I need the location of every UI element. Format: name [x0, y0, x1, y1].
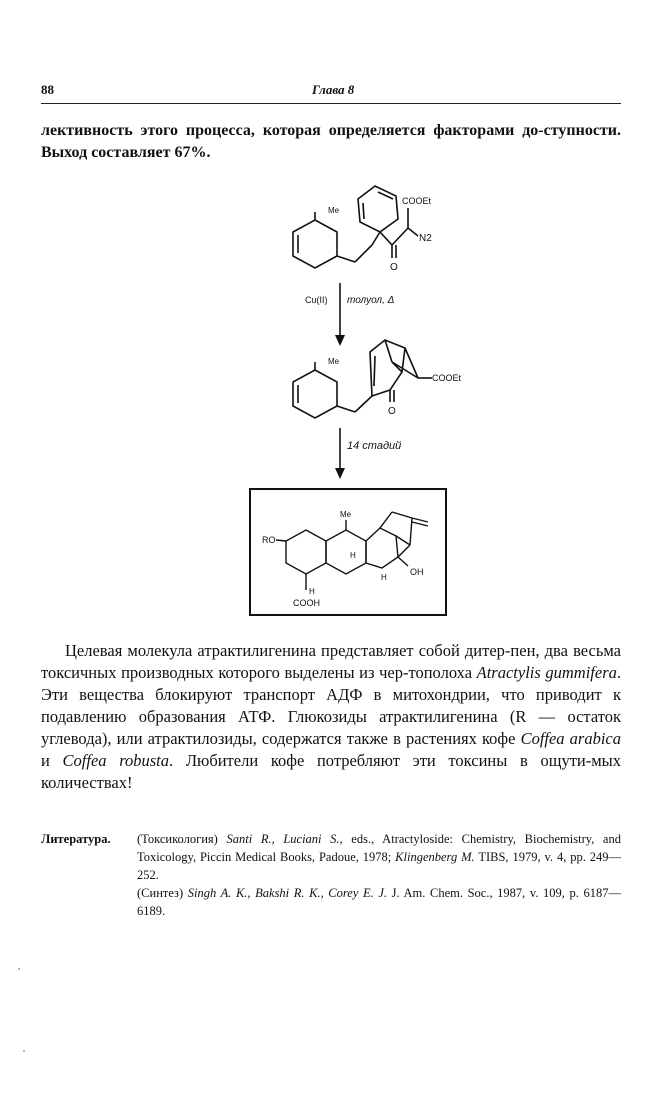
top-diazo-label: N2 — [419, 233, 432, 244]
target-box — [250, 489, 446, 615]
target-ro-label: RO — [262, 535, 276, 545]
arrowhead-1 — [335, 335, 345, 346]
body-text-part-4: . Любители кофе потребляют эти токсины в ощути-мых количествах! — [41, 751, 622, 792]
scan-speck — [18, 968, 20, 970]
target-methyl-label: Me — [340, 510, 352, 519]
middle-ester-label: COOEt — [432, 373, 462, 383]
ref2-text: J. Am. Chem. Soc., 1987, v. 109, p. 6187—6189. — [137, 886, 621, 918]
ref1b-authors: Klingenberg M. — [395, 850, 475, 864]
references — [41, 830, 621, 920]
scan-speck — [23, 1050, 25, 1052]
arrowhead-2 — [335, 468, 345, 479]
reaction-scheme — [0, 175, 665, 625]
target-oh-label: OH — [410, 567, 424, 577]
top-oxo-label: O — [390, 262, 398, 273]
ref1b-text: TIBS, 1979, v. 4, pp. 249—252. — [137, 850, 621, 882]
arrow1-conditions: толуол, Δ — [347, 295, 395, 306]
middle-left-ring — [293, 362, 372, 418]
target-h1-label: H — [350, 551, 356, 560]
top-methyl-label: Me — [328, 206, 340, 215]
body-text-part-2: . Эти вещества блокируют транспорт АДФ в митохондрии, что приводит к подавлению образования АТФ. Глюкозиды атрактилигенина (R — остаток углевода), или атрактилозиды, содержатся также в растениях кофе — [41, 663, 621, 748]
page-number: 88 — [41, 82, 54, 97]
ref1-prefix: (Токсикология) — [137, 832, 227, 846]
ref2-prefix: (Синтез) — [137, 886, 188, 900]
target-acid-label: COOH — [293, 598, 320, 608]
target-h2-label: H — [381, 573, 387, 582]
arrow2-conditions: 14 стадий — [347, 440, 402, 452]
middle-cage — [370, 340, 432, 402]
ref1-authors: Santi R., Luciani S. — [226, 832, 340, 846]
ref1-text: , eds., Atractyloside: Chemistry, Biochemistry, and Toxicology, Piccin Medical Books, Padoue, 1978; — [137, 832, 621, 864]
target-h3-label: H — [309, 587, 315, 596]
running-head: Глава 8 — [312, 82, 355, 97]
top-ester-label: COOEt — [402, 196, 432, 206]
header-rule — [41, 103, 621, 104]
middle-oxo-label: O — [388, 406, 396, 417]
species-atractylis: Atractylis gummifera — [476, 663, 617, 682]
reference-entry-1 — [137, 830, 621, 884]
body-text-part-3: и — [41, 751, 63, 770]
ref2-authors: Singh A. K., Bakshi R. K., Corey E. J. — [187, 886, 388, 900]
arrow1-reagent: Cu(II) — [305, 295, 328, 305]
species-coffea-robusta: Coffea robusta — [62, 751, 170, 770]
body-paragraph — [41, 640, 621, 794]
reference-entry-2 — [137, 884, 621, 920]
body-text-part-1: Целевая молекула атрактилигенина представляет собой дитер-пен, два весьма токсичных производных которого выделены из чер-тополоха — [41, 641, 621, 682]
species-coffea-arabica: Coffea arabica — [520, 729, 621, 748]
references-label: Литература. — [41, 832, 111, 846]
intro-paragraph: лективность этого процесса, которая определяется факторами до-ступности. Выход составляет 67%. — [41, 122, 621, 161]
middle-methyl-label: Me — [328, 357, 340, 366]
